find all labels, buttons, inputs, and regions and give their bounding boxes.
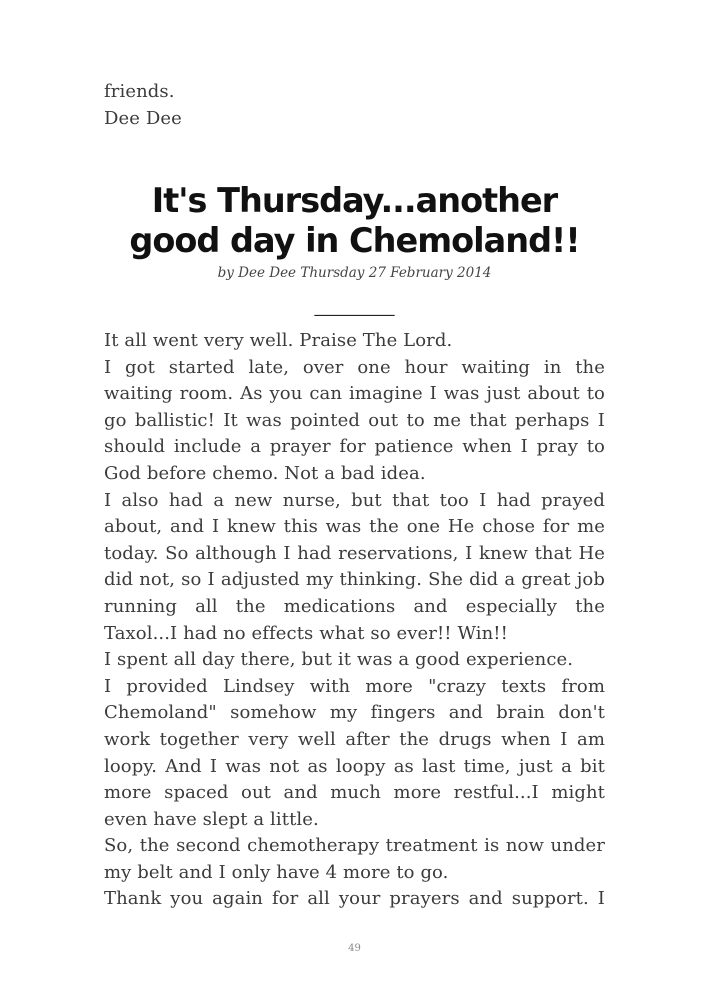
post-body: [104, 328, 605, 913]
body-paragraph: It all went very well. Praise The Lord.: [104, 330, 453, 351]
page-number: 49: [348, 943, 361, 954]
previous-post-ending: [104, 79, 605, 132]
body-paragraph: I provided Lindsey with more "crazy texts from Chemoland" somehow my fingers and brain don't work together very well after the drugs when I am loopy. And I was not as loopy as last time, just a bit more spaced out and much more restful...I might even have slept a little.: [104, 675, 605, 830]
body-paragraph: So, the second chemotherapy treatment is now under my belt and I only have 4 more to go.: [104, 835, 605, 883]
closing-line: friends.: [104, 81, 175, 102]
post-title: It's Thursday...another good day in Chemoland!!: [129, 181, 580, 260]
body-paragraph: I spent all day there, but it was a good experience.: [104, 649, 574, 671]
body-paragraph-continued: Thank you again for all your prayers and support. I: [104, 888, 605, 910]
signature-line: Dee Dee: [104, 107, 182, 129]
title-separator: __________: [314, 297, 395, 316]
body-paragraph: I also had a new nurse, but that too I had prayed about, and I knew this was the one He chose for me today. So although I had reservations, I knew that He did not, so I adjusted my thinking. She did a great job running all the medications and especially the Taxol...I had no effects what so ever!! Win!!: [104, 489, 605, 644]
post-byline: by Dee Dee Thursday 27 February 2014: [217, 265, 492, 281]
body-paragraph: I got started late, over one hour waiting in the waiting room. As you can imagine I was just about to go ballistic! It was pointed out to me that perhaps I should include a prayer for patience when I pray to God before chemo. Not a bad idea.: [104, 356, 605, 484]
